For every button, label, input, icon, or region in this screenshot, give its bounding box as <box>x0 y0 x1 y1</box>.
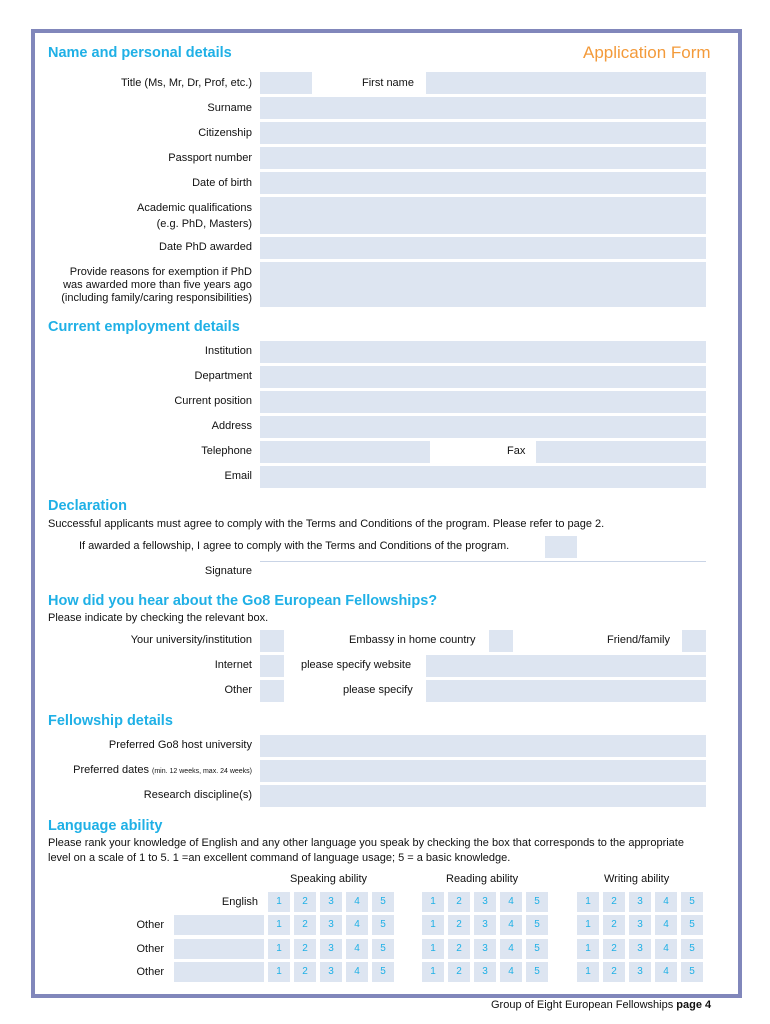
speaking-rating-box[interactable]: 1 <box>268 892 290 912</box>
first-name-field[interactable] <box>426 72 706 94</box>
writing-rating-box[interactable]: 2 <box>603 915 625 935</box>
signature-label: Signature <box>204 565 252 577</box>
speaking-rating-box[interactable]: 3 <box>320 892 342 912</box>
dates-label-text: Preferred dates <box>73 764 149 776</box>
phd-date-field[interactable] <box>260 237 706 259</box>
writing-rating-box[interactable]: 4 <box>655 962 677 982</box>
writing-rating-box[interactable]: 1 <box>577 915 599 935</box>
speaking-rating-box[interactable]: 3 <box>320 962 342 982</box>
reading-rating-box[interactable]: 2 <box>448 962 470 982</box>
email-field[interactable] <box>260 466 706 488</box>
position-label: Current position <box>174 395 252 407</box>
discipline-field[interactable] <box>260 785 706 807</box>
fax-field[interactable] <box>536 441 706 463</box>
writing-rating-box[interactable]: 3 <box>629 892 651 912</box>
reading-rating-box[interactable]: 3 <box>474 892 496 912</box>
reading-rating-box[interactable]: 4 <box>500 892 522 912</box>
reading-header: Reading ability <box>446 873 519 885</box>
writing-rating-box[interactable]: 3 <box>629 939 651 959</box>
qualifications-label: Academic qualifications <box>137 202 252 214</box>
agree-label: If awarded a fellowship, I agree to comply with the Terms and Conditions of the program. <box>79 540 510 552</box>
exemption-field[interactable] <box>260 262 706 307</box>
reading-rating-box[interactable]: 1 <box>422 962 444 982</box>
citizenship-field[interactable] <box>260 122 706 144</box>
section-heading-declaration: Declaration <box>48 498 127 514</box>
reading-rating-box[interactable]: 3 <box>474 915 496 935</box>
reading-rating-box[interactable]: 1 <box>422 892 444 912</box>
page-number: page 4 <box>676 999 712 1011</box>
department-label: Department <box>194 370 252 382</box>
other-source-label: Other <box>224 684 252 696</box>
surname-label: Surname <box>207 102 252 114</box>
qualifications-sublabel: (e.g. PhD, Masters) <box>156 218 252 230</box>
language-row-label: English <box>221 896 258 908</box>
language-row-label: Other <box>136 943 164 955</box>
title-label: Title (Ms, Mr, Dr, Prof, etc.) <box>121 77 252 89</box>
exemption-label-3: (including family/caring responsibilities) <box>61 292 252 304</box>
friend-label: Friend/family <box>607 634 670 646</box>
reading-rating-box[interactable]: 2 <box>448 915 470 935</box>
passport-label: Passport number <box>168 152 252 164</box>
footer-text: Group of Eight European Fellowships <box>491 999 674 1011</box>
reading-rating-box[interactable]: 1 <box>422 915 444 935</box>
title-field[interactable] <box>260 72 312 94</box>
writing-rating-box[interactable]: 1 <box>577 939 599 959</box>
speaking-header: Speaking ability <box>290 873 368 885</box>
embassy-label: Embassy in home country <box>349 634 476 646</box>
signature-line[interactable] <box>260 561 706 562</box>
language-text-1: Please rank your knowledge of English and any other language you speak by checking the box that corresponds to the appropriate <box>48 837 684 849</box>
first-name-label: First name <box>362 77 414 89</box>
speaking-rating-box[interactable]: 4 <box>346 915 368 935</box>
internet-checkbox[interactable] <box>260 655 284 677</box>
fax-label: Fax <box>507 445 526 457</box>
dates-note: (min. 12 weeks, max. 24 weeks) <box>152 768 252 775</box>
writing-rating-box[interactable]: 4 <box>655 915 677 935</box>
host-label: Preferred Go8 host university <box>108 739 252 751</box>
reading-rating-box[interactable]: 2 <box>448 892 470 912</box>
other-language-field[interactable] <box>174 915 264 935</box>
phd-date-label: Date PhD awarded <box>159 241 252 253</box>
speaking-rating-box[interactable]: 2 <box>294 915 316 935</box>
writing-rating-box[interactable]: 2 <box>603 892 625 912</box>
dates-label <box>73 764 252 778</box>
speaking-rating-box[interactable]: 4 <box>346 939 368 959</box>
passport-field[interactable] <box>260 147 706 169</box>
speaking-rating-box[interactable]: 2 <box>294 939 316 959</box>
reading-rating-box[interactable]: 4 <box>500 962 522 982</box>
speaking-rating-box[interactable]: 3 <box>320 915 342 935</box>
qualifications-field[interactable] <box>260 197 706 234</box>
exemption-label-2: was awarded more than five years ago <box>63 279 252 291</box>
reading-rating-box[interactable]: 2 <box>448 939 470 959</box>
department-field[interactable] <box>260 366 706 388</box>
address-field[interactable] <box>260 416 706 438</box>
speaking-rating-box[interactable]: 4 <box>346 962 368 982</box>
speaking-rating-box[interactable]: 3 <box>320 939 342 959</box>
speaking-rating-box[interactable]: 4 <box>346 892 368 912</box>
speaking-rating-box[interactable]: 5 <box>372 939 394 959</box>
speaking-rating-box[interactable]: 5 <box>372 962 394 982</box>
writing-rating-box[interactable]: 5 <box>681 962 703 982</box>
speaking-rating-box[interactable]: 2 <box>294 892 316 912</box>
language-row-label: Other <box>136 919 164 931</box>
writing-rating-box[interactable]: 1 <box>577 892 599 912</box>
reading-rating-box[interactable]: 3 <box>474 962 496 982</box>
declaration-text: Successful applicants must agree to comply with the Terms and Conditions of the program. Please refer to page 2. <box>48 518 605 530</box>
address-label: Address <box>211 420 252 432</box>
telephone-field[interactable] <box>260 441 430 463</box>
position-field[interactable] <box>260 391 706 413</box>
speaking-rating-box[interactable]: 1 <box>268 915 290 935</box>
specify-field[interactable] <box>426 680 706 702</box>
reading-rating-box[interactable]: 5 <box>526 962 548 982</box>
website-label: please specify website <box>301 659 412 671</box>
speaking-rating-box[interactable]: 5 <box>372 892 394 912</box>
reading-rating-box[interactable]: 4 <box>500 915 522 935</box>
writing-rating-box[interactable]: 5 <box>681 915 703 935</box>
speaking-rating-box[interactable]: 2 <box>294 962 316 982</box>
email-label: Email <box>224 470 252 482</box>
citizenship-label: Citizenship <box>198 127 252 139</box>
other-language-field[interactable] <box>174 962 264 982</box>
section-heading-employment: Current employment details <box>48 319 240 335</box>
language-row-label: Other <box>136 966 164 978</box>
reading-rating-box[interactable]: 3 <box>474 939 496 959</box>
writing-rating-box[interactable]: 5 <box>681 939 703 959</box>
discipline-label: Research discipline(s) <box>143 789 252 801</box>
section-heading-personal: Name and personal details <box>48 45 232 61</box>
writing-rating-box[interactable]: 3 <box>629 915 651 935</box>
reading-rating-box[interactable]: 4 <box>500 939 522 959</box>
university-checkbox[interactable] <box>260 630 284 652</box>
speaking-rating-box[interactable]: 1 <box>268 939 290 959</box>
writing-rating-box[interactable]: 3 <box>629 962 651 982</box>
footer <box>491 999 711 1011</box>
internet-label: Internet <box>214 659 252 671</box>
section-heading-hear: How did you hear about the Go8 European Fellowships? <box>48 593 438 609</box>
writing-header: Writing ability <box>604 873 670 885</box>
dates-field[interactable] <box>260 760 706 782</box>
hear-instruction: Please indicate by checking the relevant box. <box>48 612 269 624</box>
website-field[interactable] <box>426 655 706 677</box>
dob-field[interactable] <box>260 172 706 194</box>
writing-rating-box[interactable]: 2 <box>603 962 625 982</box>
specify-label: please specify <box>343 684 413 696</box>
friend-checkbox[interactable] <box>682 630 706 652</box>
writing-rating-box[interactable]: 5 <box>681 892 703 912</box>
language-text-2: level on a scale of 1 to 5. 1 =an excellent command of language usage; 5 = a basic knowledge. <box>48 852 511 864</box>
exemption-label-1: Provide reasons for exemption if PhD <box>69 266 252 278</box>
institution-field[interactable] <box>260 341 706 363</box>
writing-rating-box[interactable]: 1 <box>577 962 599 982</box>
embassy-checkbox[interactable] <box>489 630 513 652</box>
telephone-label: Telephone <box>201 445 252 457</box>
other-source-checkbox[interactable] <box>260 680 284 702</box>
writing-rating-box[interactable]: 4 <box>655 939 677 959</box>
host-field[interactable] <box>260 735 706 757</box>
section-heading-fellowship: Fellowship details <box>48 713 173 729</box>
university-label: Your university/institution <box>130 634 252 646</box>
reading-rating-box[interactable]: 1 <box>422 939 444 959</box>
reading-rating-box[interactable]: 5 <box>526 892 548 912</box>
institution-label: Institution <box>204 345 252 357</box>
agree-checkbox[interactable] <box>545 536 577 558</box>
section-heading-language: Language ability <box>48 818 163 834</box>
reading-rating-box[interactable]: 5 <box>526 939 548 959</box>
reading-rating-box[interactable]: 5 <box>526 915 548 935</box>
application-form-title: Application Form <box>583 43 711 62</box>
other-language-field[interactable] <box>174 939 264 959</box>
writing-rating-box[interactable]: 4 <box>655 892 677 912</box>
speaking-rating-box[interactable]: 5 <box>372 915 394 935</box>
surname-field[interactable] <box>260 97 706 119</box>
speaking-rating-box[interactable]: 1 <box>268 962 290 982</box>
writing-rating-box[interactable]: 2 <box>603 939 625 959</box>
dob-label: Date of birth <box>192 177 252 189</box>
